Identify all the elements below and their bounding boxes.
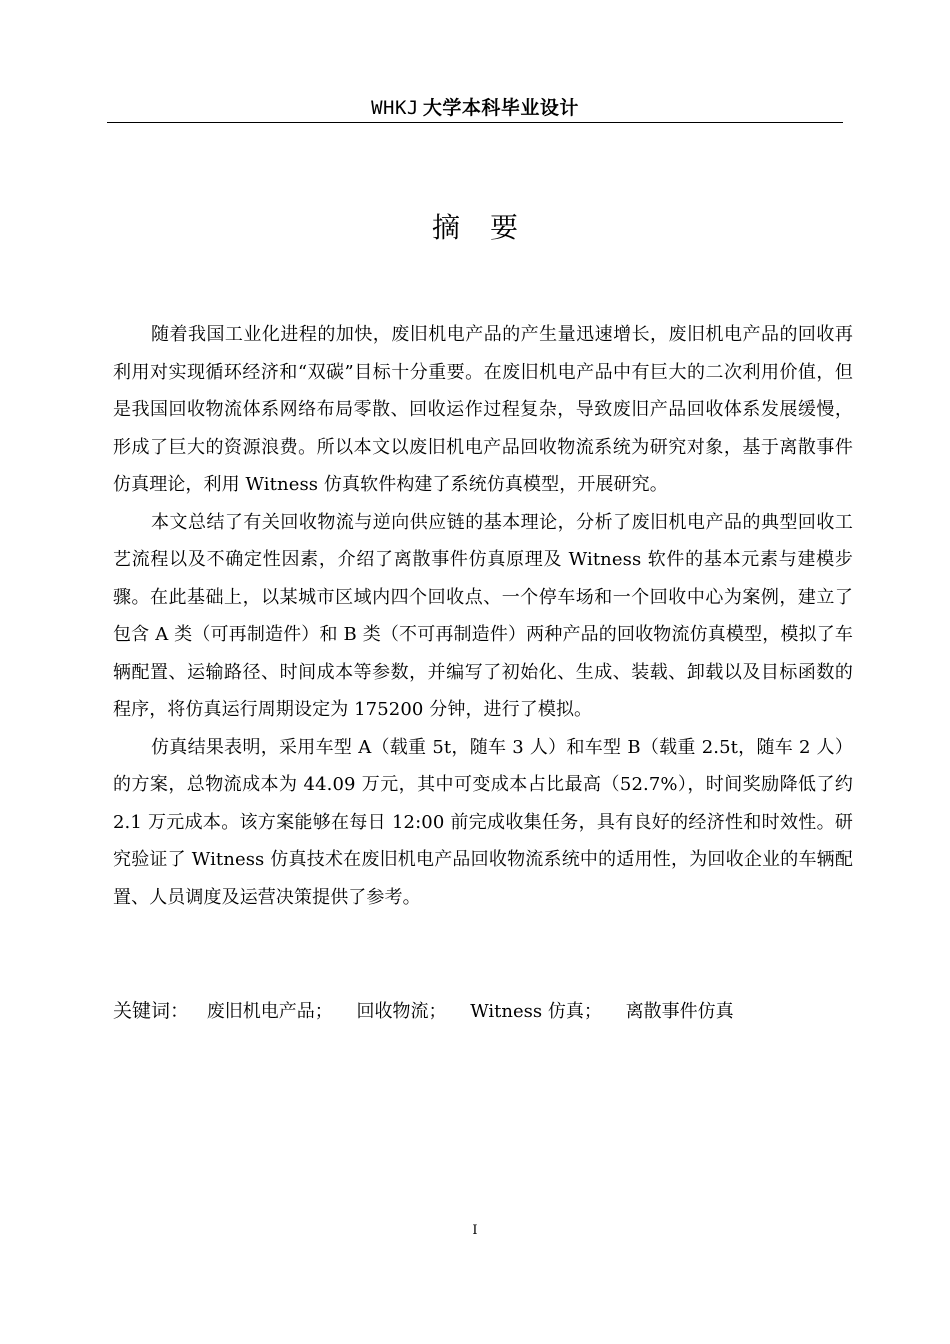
keyword-item: 回收物流； (356, 1001, 447, 1022)
abstract-paragraph: 随着我国工业化进程的加快，废旧机电产品的产生量迅速增长，废旧机电产品的回收再利用对实现循环经济和“双碳”目标十分重要。在废旧机电产品中有巨大的二次利用价值，但是我国回收物流体系网络布局零散、回收运作过程复杂，导致废旧产品回收体系发展缓慢，形成了巨大的资源浪费。所以本文以废旧机电产品回收物流系统为研究对象，基于离散事件仿真理论，利用 Witness 仿真软件构建了系统仿真模型，开展研究。 (113, 324, 853, 495)
header-divider (107, 122, 843, 123)
keywords-label: 关键词： (113, 1000, 190, 1022)
abstract-paragraph: 本文总结了有关回收物流与逆向供应链的基本理论，分析了废旧机电产品的典型回收工艺流程以及不确定性因素，介绍了离散事件仿真原理及 Witness 软件的基本元素与建模步骤。在此基础上，以某城市区域内四个回收点、一个停车场和一个回收中心为案例，建立了包含 A 类（可再制造件）和 B 类（不可再制造件）两种产品的回收物流仿真模型，模拟了车辆配置、运输路径、时间成本等参数，并编写了初始化、生成、装载、卸载以及目标函数的程序，将仿真运行周期设定为 175200 分钟，进行了模拟。 (113, 511, 853, 720)
keywords-line (113, 992, 853, 1031)
keyword-item: 离散事件仿真 (625, 1001, 734, 1022)
page-header (107, 96, 843, 120)
keyword-item: 废旧机电产品； (206, 1001, 333, 1022)
keyword-item: Witness 仿真； (470, 1001, 602, 1022)
abstract-paragraph: 仿真结果表明，采用车型 A（载重 5t，随车 3 人）和车型 B（载重 2.5t，随车 2 人）的方案，总物流成本为 44.09 万元，其中可变成本占比最高（52.7%），时间奖励降低了约 2.1 万元成本。该方案能够在每日 12:00 前完成收集任务，具有良好的经济性和时效性。研究验证了 Witness 仿真技术在废旧机电产品回收物流系统中的适用性，为回收企业的车辆配置、人员调度及运营决策提供了参考。 (113, 736, 853, 908)
header-title: 大学本科毕业设计 (422, 97, 579, 119)
page-number: I (472, 1223, 478, 1238)
header-prefix: WHKJ (371, 97, 419, 119)
abstract-body (113, 316, 853, 916)
abstract-title: 摘要 (431, 211, 548, 244)
